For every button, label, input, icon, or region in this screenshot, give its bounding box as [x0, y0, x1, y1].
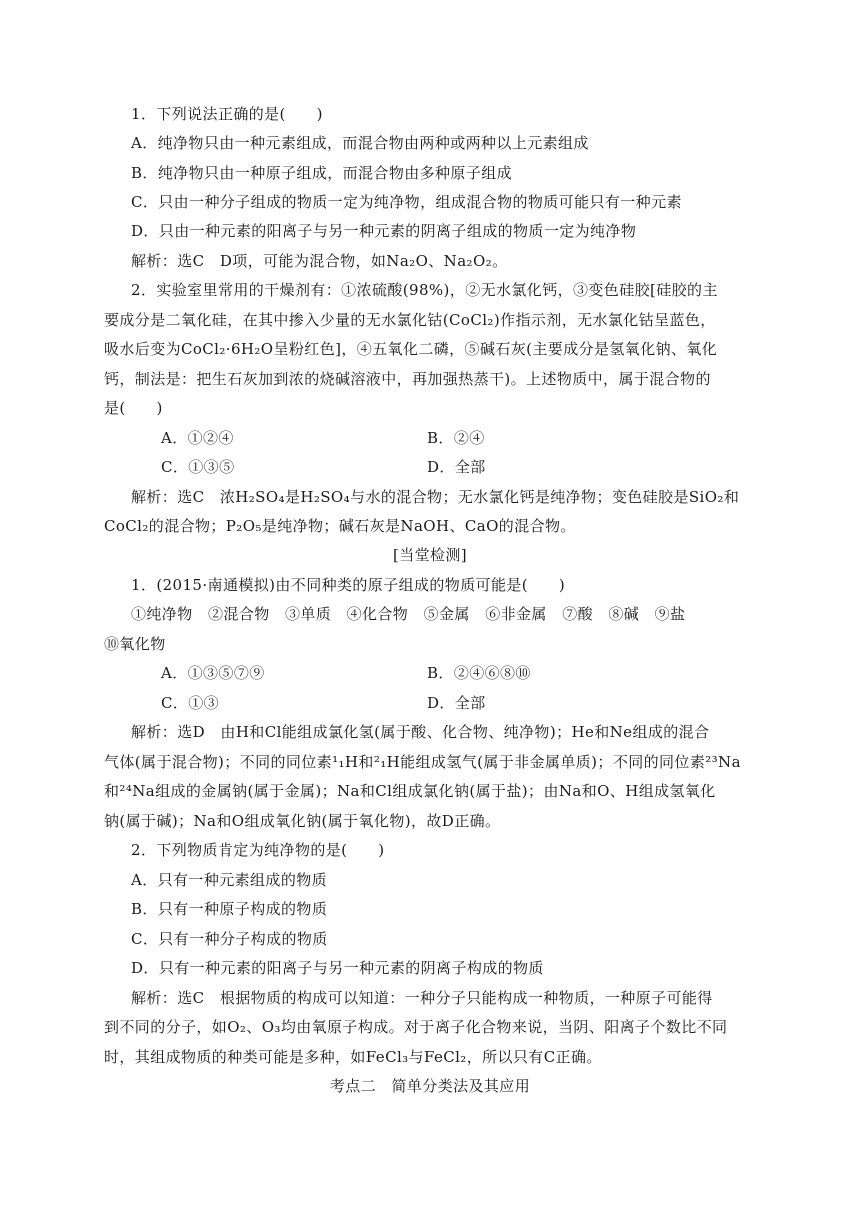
check-q1-option-d: D．全部 [427, 694, 486, 712]
check-q2-option-c: C．只有一种分子构成的物质 [131, 930, 328, 948]
check-q2-option-a: A．只有一种元素组成的物质 [131, 871, 328, 889]
check-q1-stem: 1．(2015·南通模拟)由不同种类的原子组成的物质可能是( ) [131, 576, 566, 594]
q1-option-a: A．纯净物只由一种元素组成，而混合物由两种或两种以上元素组成 [131, 134, 589, 152]
section-heading-check: [当堂检测] [392, 546, 468, 564]
q1-analysis: 解析：选C D项，可能为混合物，如Na₂O、Na₂O₂。 [131, 252, 508, 270]
check-q2-option-b: B．只有一种原子构成的物质 [131, 900, 328, 918]
q2-stem-line3: 吸水后变为CoCl₂·6H₂O呈粉红色]，④五氧化二磷，⑤碱石灰(主要成分是氢氧化钠、氧化 [104, 340, 718, 358]
check-q1-option-a: A．①③⑤⑦⑨ [161, 664, 265, 682]
q1-option-c: C．只由一种分子组成的物质一定为纯净物，组成混合物的物质可能只有一种元素 [131, 193, 682, 211]
check-q1-analysis-line4: 钠(属于碱)；Na和O组成氧化钠(属于氧化物)，故D正确。 [104, 812, 501, 830]
q1-stem: 1．下列说法正确的是( ) [131, 105, 323, 123]
q2-option-d: D．全部 [427, 458, 486, 476]
q2-analysis-line2: CoCl₂的混合物；P₂O₅是纯净物；碱石灰是NaOH、CaO的混合物。 [104, 517, 576, 535]
check-q2-analysis-line2: 到不同的分子，如O₂、O₃均由氧原子构成。对于离子化合物来说，当阴、阳离子个数比不同 [104, 1018, 728, 1036]
q2-option-a: A．①②④ [161, 429, 234, 447]
check-q1-option-c: C．①③ [161, 694, 220, 712]
q2-stem-line4: 钙，制法是：把生石灰加到浓的烧碱溶液中，再加强热蒸干)。上述物质中，属于混合物的 [104, 370, 711, 388]
q1-option-d: D．只由一种元素的阳离子与另一种元素的阴离子组成的物质一定为纯净物 [131, 222, 637, 240]
check-q1-analysis-line2: 气体(属于混合物)；不同的同位素¹₁H和²₁H能组成氢气(属于非金属单质)；不同的同位素²³Na [104, 753, 741, 771]
topic-heading: 考点二 简单分类法及其应用 [329, 1077, 531, 1095]
check-q2-stem: 2．下列物质肯定为纯净物的是( ) [131, 841, 385, 859]
q2-analysis-line1: 解析：选C 浓H₂SO₄是H₂SO₄与水的混合物；无水氯化钙是纯净物；变色硅胶是SiO₂和 [131, 488, 740, 506]
q2-stem-line5: 是( ) [104, 399, 163, 417]
q2-option-b: B．②④ [427, 429, 485, 447]
check-q2-option-d: D．只有一种元素的阳离子与另一种元素的阴离子构成的物质 [131, 959, 544, 977]
check-q1-analysis-line3: 和²⁴Na组成的金属钠(属于金属)；Na和Cl组成氯化钠(属于盐)；由Na和O、H组成氢氧化 [104, 782, 716, 800]
check-q1-options-line2: ⑩氧化物 [104, 635, 166, 653]
q1-option-b: B．纯净物只由一种原子组成，而混合物由多种原子组成 [131, 164, 513, 182]
check-q2-analysis-line3: 时，其组成物质的种类可能是多种，如FeCl₃与FeCl₂，所以只有C正确。 [104, 1048, 602, 1066]
check-q2-analysis-line1: 解析：选C 根据物质的构成可以知道：一种分子只能构成一种物质，一种原子可能得 [131, 989, 713, 1007]
q2-stem-line1: 2．实验室里常用的干燥剂有：①浓硫酸(98%)，②无水氯化钙，③变色硅胶[硅胶的主 [131, 281, 718, 299]
check-q1-options-line1: ①纯净物 ②混合物 ③单质 ④化合物 ⑤金属 ⑥非金属 ⑦酸 ⑧碱 ⑨盐 [131, 605, 686, 623]
check-q1-option-b: B．②④⑥⑧⑩ [427, 664, 531, 682]
q2-stem-line2: 要成分是二氧化硅，在其中掺入少量的无水氯化钴(CoCl₂)作指示剂，无水氯化钴呈蓝色， [104, 311, 716, 329]
check-q1-analysis-line1: 解析：选D 由H和Cl能组成氯化氢(属于酸、化合物、纯净物)；He和Ne组成的混合 [131, 723, 710, 741]
q2-option-c: C．①③⑤ [161, 458, 235, 476]
